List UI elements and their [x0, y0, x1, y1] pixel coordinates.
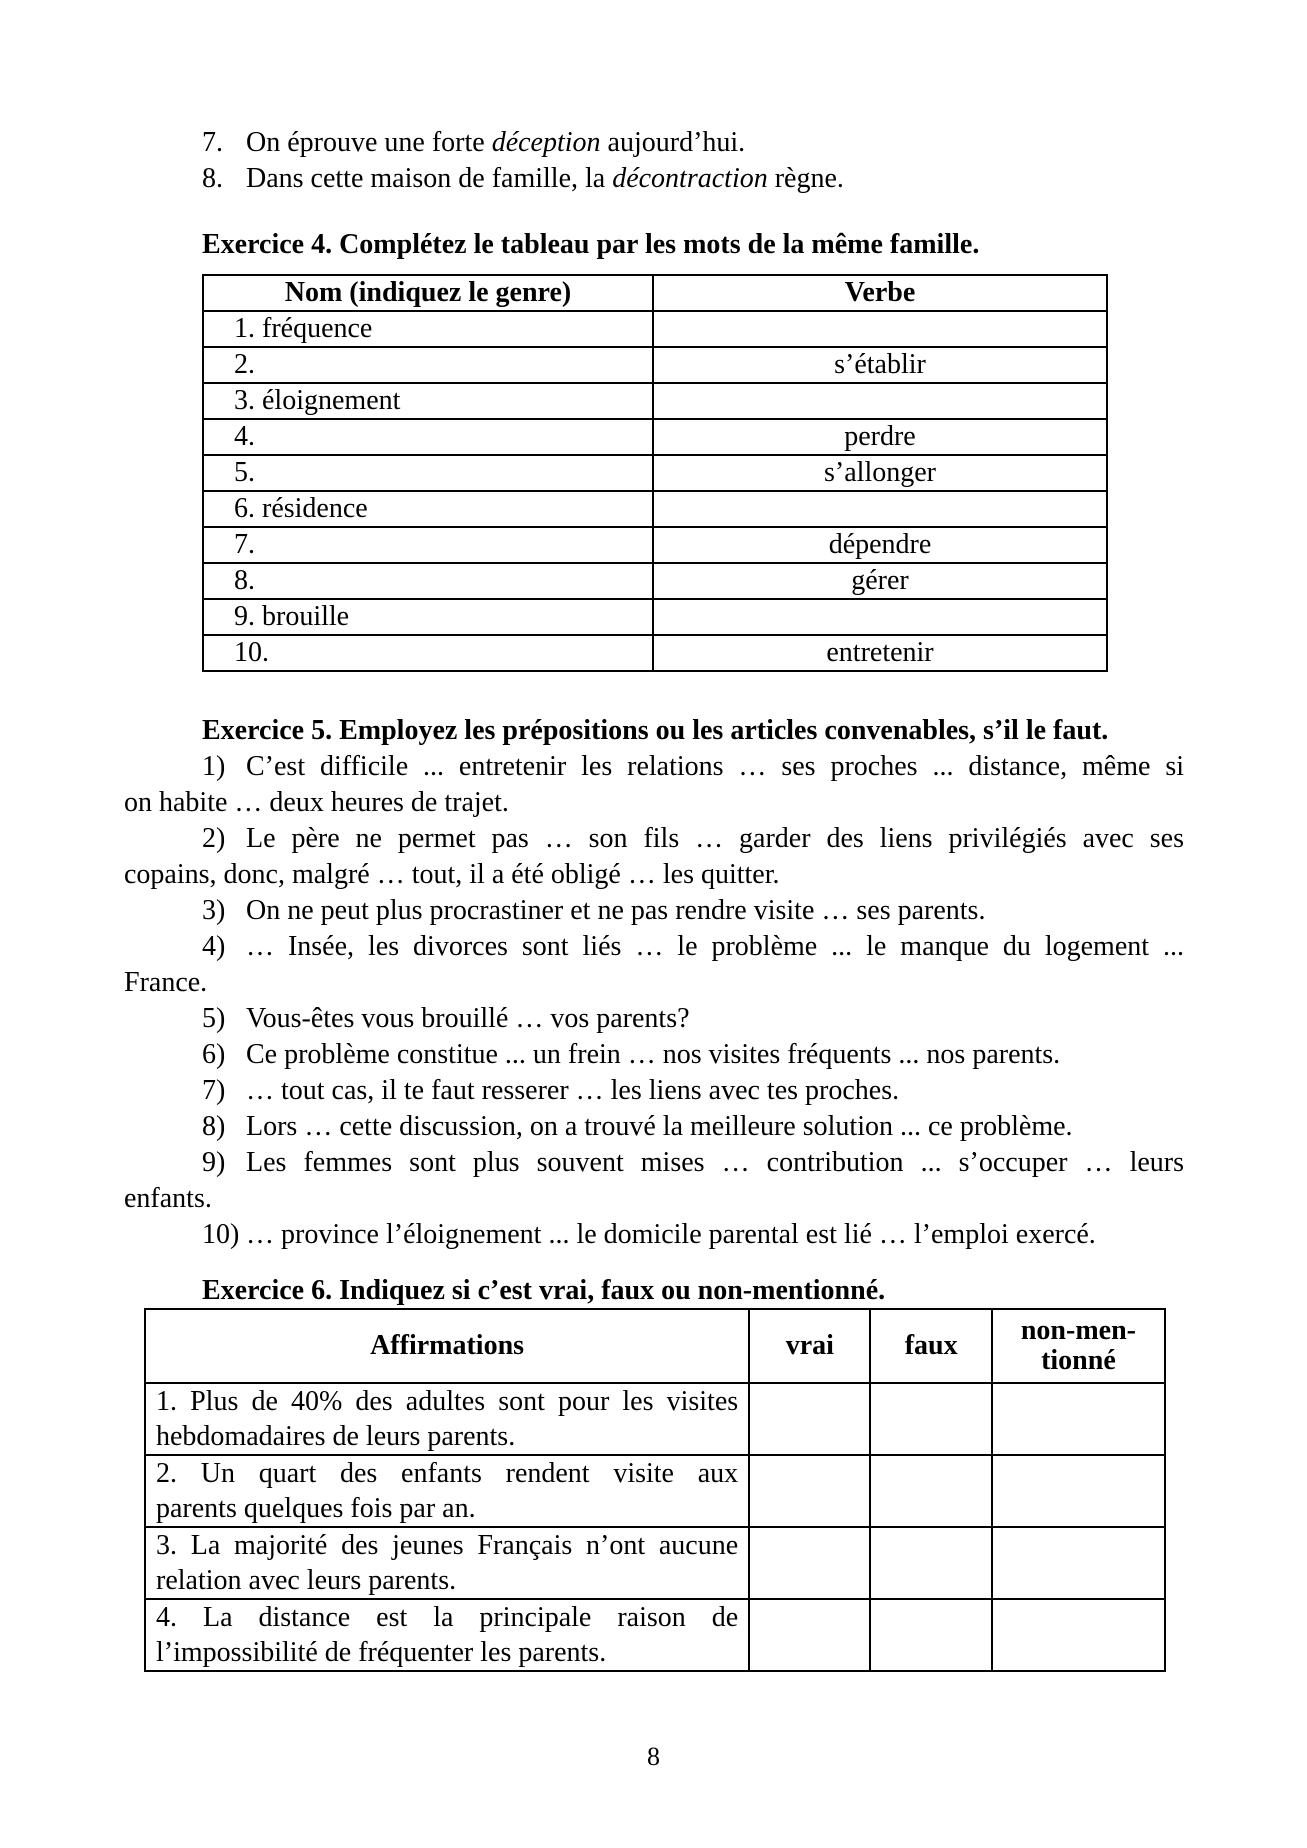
- table-row: [145, 1383, 1165, 1455]
- exercise-6-table: [144, 1308, 1166, 1672]
- table-row: 1. fréquence: [203, 311, 1107, 347]
- exercise-5-title: Exercice 5. Employez les prépositions ou les articles convenables, s’il le faut.: [202, 715, 1109, 746]
- table-row: 5. s’allonger: [203, 455, 1107, 491]
- ex5-item-8: 8) Lors … cette discussion, on a trouvé la meilleure solution ... ce problème.: [202, 1111, 1073, 1142]
- table-row: [145, 1527, 1165, 1599]
- ex5-item-1: 1) C’est difficile ... entretenir les relations … ses proches ... distance, même si: [202, 751, 1184, 782]
- answer-cell-vrai[interactable]: [749, 1383, 870, 1455]
- header-non-mentionne: non-men- tionné: [992, 1309, 1165, 1383]
- table-row: 4. perdre: [203, 419, 1107, 455]
- ex5-item-4: 4) … Insée, les divorces sont liés … le problème ... le manque du logement ...: [202, 931, 1184, 962]
- answer-cell-faux[interactable]: [870, 1383, 991, 1455]
- answer-cell-non-mentionne[interactable]: [992, 1599, 1165, 1671]
- affirmation-1: 1. Plus de 40% des adultes sont pour les visites hebdomadaires de leurs parents.: [145, 1383, 749, 1455]
- answer-cell-vrai[interactable]: [749, 1599, 870, 1671]
- ex5-item-6: 6) Ce problème constitue ... un frein … nos visites fréquents ... nos parents.: [202, 1039, 1061, 1070]
- answer-cell-faux[interactable]: [870, 1599, 991, 1671]
- ex5-item-5: 5) Vous-êtes vous brouillé … vos parents?: [202, 1003, 690, 1034]
- answer-cell-non-mentionne[interactable]: [992, 1455, 1165, 1527]
- ex5-item-9-cont: enfants.: [124, 1183, 212, 1214]
- ex5-item-2-cont: copains, donc, malgré … tout, il a été obligé … les quitter.: [124, 859, 780, 890]
- ex5-item-10: 10) … province l’éloignement ... le domicile parental est lié … l’emploi exercé.: [202, 1219, 1096, 1250]
- affirmation-2: 2. Un quart des enfants rendent visite aux parents quelques fois par an.: [145, 1455, 749, 1527]
- table-row: 9. brouille: [203, 599, 1107, 635]
- answer-cell-faux[interactable]: [870, 1527, 991, 1599]
- header-nom: Nom (indiquez le genre): [203, 275, 653, 311]
- table-row: 3. éloignement: [203, 383, 1107, 419]
- answer-cell-faux[interactable]: [870, 1455, 991, 1527]
- table-row: 7. dépendre: [203, 527, 1107, 563]
- intro-item-7: 7. On éprouve une forte déception aujourd’hui.: [202, 127, 746, 158]
- ex5-item-9: 9) Les femmes sont plus souvent mises … contribution ... s’occuper … leurs: [202, 1147, 1184, 1178]
- table-row: 10. entretenir: [203, 635, 1107, 671]
- ex5-item-3: 3) On ne peut plus procrastiner et ne pas rendre visite … ses parents.: [202, 895, 986, 926]
- answer-cell-vrai[interactable]: [749, 1527, 870, 1599]
- ex5-item-4-cont: France.: [124, 967, 208, 998]
- ex5-item-1-cont: on habite … deux heures de trajet.: [124, 787, 509, 818]
- table-row: [145, 1599, 1165, 1671]
- table-row: [145, 1455, 1165, 1527]
- exercise-4-table: [202, 274, 1108, 672]
- exercise-4-title: Exercice 4. Complétez le tableau par les mots de la même famille.: [202, 229, 980, 260]
- intro-item-8: 8. Dans cette maison de famille, la décontraction règne.: [202, 163, 844, 194]
- header-verbe: Verbe: [653, 275, 1107, 311]
- header-faux: faux: [870, 1309, 991, 1383]
- answer-cell-vrai[interactable]: [749, 1455, 870, 1527]
- answer-cell-non-mentionne[interactable]: [992, 1383, 1165, 1455]
- table-row: 2. s’établir: [203, 347, 1107, 383]
- table-header-row: [203, 275, 1107, 311]
- header-vrai: vrai: [749, 1309, 870, 1383]
- table-row: 8. gérer: [203, 563, 1107, 599]
- answer-cell-non-mentionne[interactable]: [992, 1527, 1165, 1599]
- affirmation-4: 4. La distance est la principale raison de l’impossibilité de fréquenter les parents.: [145, 1599, 749, 1671]
- header-affirmations: Affirmations: [145, 1309, 749, 1383]
- table-header-row: [145, 1309, 1165, 1383]
- affirmation-3: 3. La majorité des jeunes Français n’ont aucune relation avec leurs parents.: [145, 1527, 749, 1599]
- ex5-item-2: 2) Le père ne permet pas … son fils … garder des liens privilégiés avec ses: [202, 823, 1184, 854]
- exercise-6-title: Exercice 6. Indiquez si c’est vrai, faux ou non-mentionné.: [202, 1275, 886, 1306]
- ex5-item-7: 7) … tout cas, il te faut resserer … les liens avec tes proches.: [202, 1075, 900, 1106]
- page-number: 8: [647, 1742, 660, 1771]
- table-row: 6. résidence: [203, 491, 1107, 527]
